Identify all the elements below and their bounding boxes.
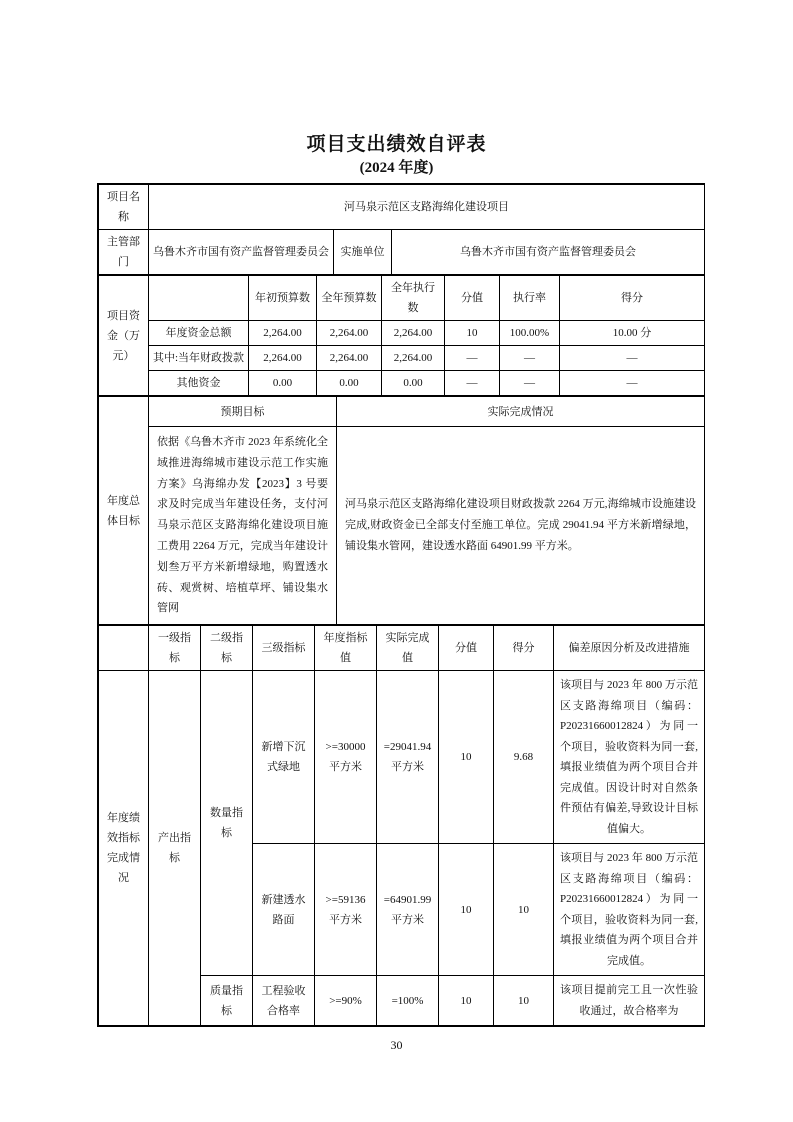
level1-output-label: 产出指标 [149, 671, 201, 1026]
target-body-row [99, 427, 705, 625]
indicator-score-value: 10 [439, 671, 494, 844]
actual-completion-header: 实际完成情况 [337, 397, 705, 427]
funding-label: 年度资金总额 [149, 321, 249, 346]
indicator-actual: =100% [377, 976, 439, 1026]
indicator-header-row [99, 626, 705, 671]
indicator-name: 新建透水路面 [253, 844, 315, 976]
funding-header-row [99, 276, 705, 321]
funding-col-executed: 全年执行数 [382, 276, 445, 321]
funding-col-score-value: 分值 [445, 276, 500, 321]
funding-row-fiscal [99, 346, 705, 371]
funding-col-annual-budget: 全年预算数 [317, 276, 382, 321]
indicator-actual: =29041.94 平方米 [377, 671, 439, 844]
project-name-label: 项目名称 [99, 185, 149, 230]
funding-cell: 2,264.00 [249, 346, 317, 371]
header-table [98, 184, 705, 275]
indicator-deviation: 该项目提前完工且一次性验收通过，故合格率为 [554, 976, 705, 1026]
indicator-score: 10 [494, 844, 554, 976]
indicator-col-level2: 二级指标 [201, 626, 253, 671]
indicator-target: >=90% [315, 976, 377, 1026]
indicator-col-target-value: 年度指标值 [315, 626, 377, 671]
indicator-col-actual-value: 实际完成值 [377, 626, 439, 671]
funding-cell: 2,264.00 [382, 321, 445, 346]
funding-cell: 10 [445, 321, 500, 346]
funding-col-score: 得分 [560, 276, 705, 321]
indicator-col-deviation: 偏差原因分析及改进措施 [554, 626, 705, 671]
indicator-name: 新增下沉式绿地 [253, 671, 315, 844]
funding-cell: — [445, 346, 500, 371]
indicator-score-value: 10 [439, 976, 494, 1026]
funding-cell: — [445, 371, 500, 396]
funding-cell: 0.00 [249, 371, 317, 396]
page-title: 项目支出绩效自评表 [306, 134, 487, 155]
indicator-col-level3: 三级指标 [253, 626, 315, 671]
indicator-deviation: 该项目与 2023 年 800 万示范区支路海绵项目（编码：P20231660012824）为同一个项目，验收资料为同一套,填报业绩值为两个项目合并完成值。 [554, 844, 705, 976]
indicators-row-label: 年度绩效指标完成情况 [99, 671, 149, 1026]
indicator-target: >=59136 平方米 [315, 844, 377, 976]
funding-row-label: 项目资金（万元） [99, 276, 149, 396]
annual-target-row-label: 年度总体目标 [99, 397, 149, 625]
level2-quantity-label: 数量指标 [201, 671, 253, 976]
funding-col-initial-budget: 年初预算数 [249, 276, 317, 321]
funding-cell: 0.00 [317, 371, 382, 396]
impl-label: 实施单位 [334, 230, 392, 275]
indicator-col-level1: 一级指标 [149, 626, 201, 671]
funding-cell: 10.00 分 [560, 321, 705, 346]
funding-cell: 2,264.00 [382, 346, 445, 371]
impl-value: 乌鲁木齐市国有资产监督管理委员会 [392, 230, 705, 275]
funding-cell: 2,264.00 [249, 321, 317, 346]
funding-cell: 100.00% [500, 321, 560, 346]
dept-value: 乌鲁木齐市国有资产监督管理委员会 [149, 230, 334, 275]
funding-cell: 2,264.00 [317, 346, 382, 371]
dept-label: 主管部门 [99, 230, 149, 275]
annual-target-table [98, 396, 705, 625]
expected-target-header: 预期目标 [149, 397, 337, 427]
funding-cell: — [560, 371, 705, 396]
target-header-row [99, 397, 705, 427]
indicator-col-score: 得分 [494, 626, 554, 671]
level2-quality-label: 质量指标 [201, 976, 253, 1026]
funding-cell: — [560, 346, 705, 371]
indicator-empty-cell [99, 626, 149, 671]
funding-row-other [99, 371, 705, 396]
funding-label: 其他资金 [149, 371, 249, 396]
indicator-name: 工程验收合格率 [253, 976, 315, 1026]
page-subtitle: (2024 年度) [359, 160, 434, 176]
funding-cell: 2,264.00 [317, 321, 382, 346]
indicator-score: 10 [494, 976, 554, 1026]
indicator-score: 9.68 [494, 671, 554, 844]
table-row [99, 185, 705, 230]
project-name-value: 河马泉示范区支路海绵化建设项目 [149, 185, 705, 230]
actual-completion-text: 河马泉示范区支路海绵化建设项目财政拨款 2264 万元,海绵城市设施建设完成,财政资金已全部支付至施工单位。完成 29041.94 平方米新增绿地，铺设集水管网，建设透水路面 64901.99 平方米。 [337, 427, 705, 625]
funding-cell: — [500, 371, 560, 396]
indicator-col-score-value: 分值 [439, 626, 494, 671]
funding-cell: 0.00 [382, 371, 445, 396]
page-number: 30 [390, 1038, 403, 1052]
indicator-actual: =64901.99 平方米 [377, 844, 439, 976]
funding-col-exec-rate: 执行率 [500, 276, 560, 321]
self-evaluation-table [97, 183, 705, 1027]
indicator-deviation: 该项目与 2023 年 800 万示范区支路海绵项目（编码：P20231660012824）为同一个项目，验收资料为同一套,填报业绩值为两个项目合并完成值。因设计时对自然条件预估有偏差,导致设计目标值偏大。 [554, 671, 705, 844]
title-block [0, 133, 793, 179]
funding-cell: — [500, 346, 560, 371]
indicator-target: >=30000 平方米 [315, 671, 377, 844]
indicator-row-green-space [99, 671, 705, 844]
expected-target-text: 依据《乌鲁木齐市 2023 年系统化全域推进海绵城市建设示范工作实施方案》乌海绵办发【2023】3 号要求及时完成当年建设任务，支付河马泉示范区支路海绵化建设项目施工费用 2264 万元，完成当年建设计划叁万平方米新增绿地，购置透水砖、观赏树、培植草坪、铺设集水管网 [149, 427, 337, 625]
funding-table [98, 275, 705, 396]
indicator-table [98, 625, 705, 1026]
funding-empty-cell [149, 276, 249, 321]
funding-row-total [99, 321, 705, 346]
table-row [99, 230, 705, 275]
indicator-score-value: 10 [439, 844, 494, 976]
funding-label: 其中:当年财政拨款 [149, 346, 249, 371]
